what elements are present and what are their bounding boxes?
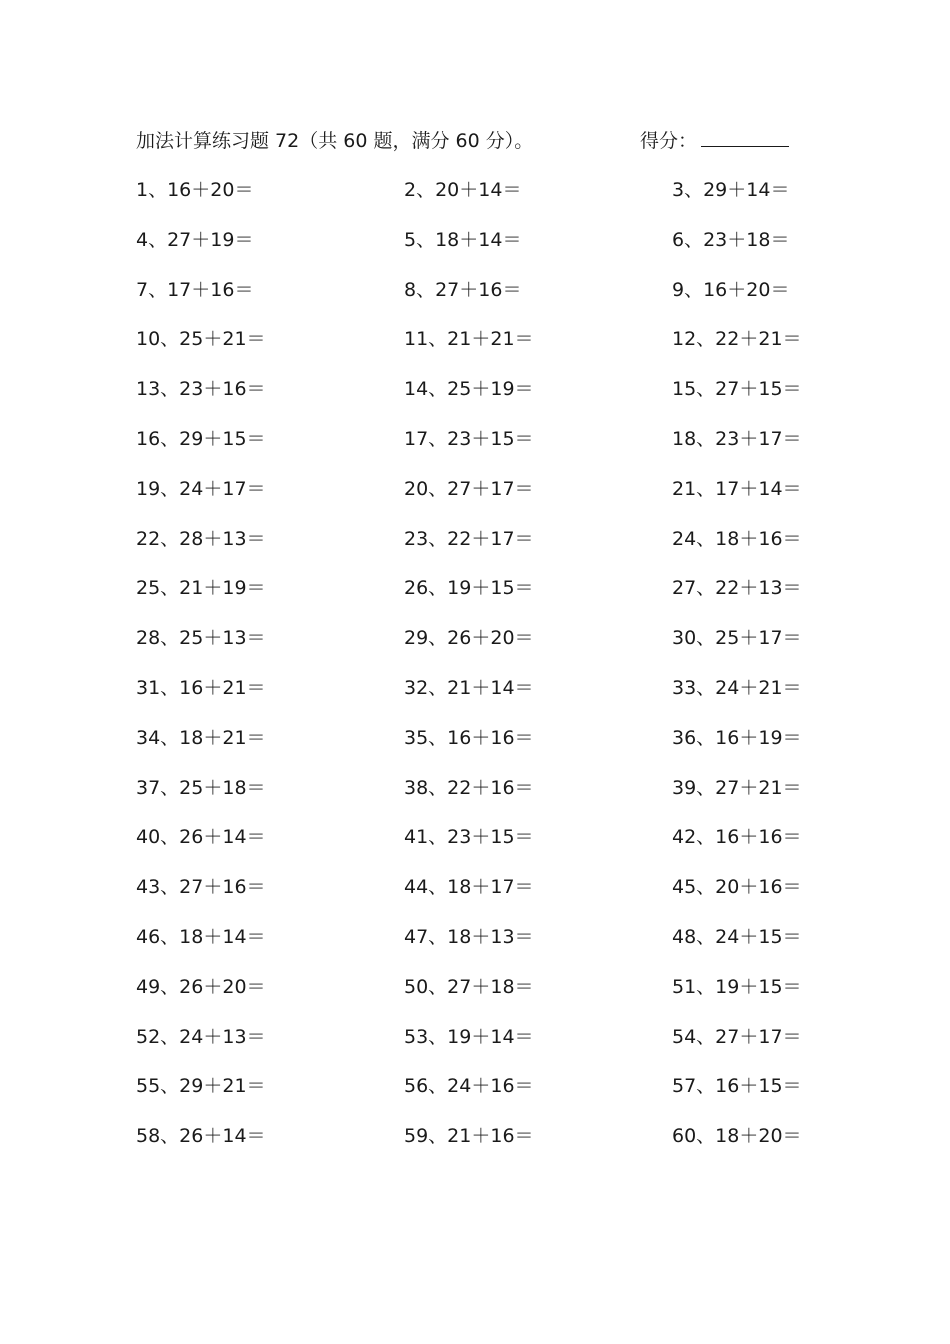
problem-item: 32、21＋14＝ (404, 676, 534, 699)
score-blank[interactable] (701, 124, 789, 147)
problem-item: 23、22＋17＝ (404, 527, 534, 550)
problem-item: 31、16＋21＝ (136, 676, 266, 699)
problem-item: 8、27＋16＝ (404, 278, 522, 301)
problem-item: 9、16＋20＝ (672, 278, 790, 301)
problem-grid (136, 173, 836, 1169)
problem-item: 57、16＋15＝ (672, 1075, 802, 1098)
problem-item: 53、19＋14＝ (404, 1025, 534, 1048)
score-label: 得分： (640, 130, 698, 152)
problem-item: 56、24＋16＝ (404, 1075, 534, 1098)
problem-item: 25、21＋19＝ (136, 577, 266, 600)
problem-item: 1、16＋20＝ (136, 179, 254, 201)
problem-item: 49、26＋20＝ (136, 975, 266, 998)
problem-item: 20、27＋17＝ (404, 477, 534, 500)
problem-item: 44、18＋17＝ (404, 876, 534, 899)
problem-item: 10、25＋21＝ (136, 328, 266, 351)
problem-item: 45、20＋16＝ (672, 876, 802, 899)
problem-item: 54、27＋17＝ (672, 1025, 802, 1048)
problem-item: 24、18＋16＝ (672, 527, 802, 550)
problem-item: 34、18＋21＝ (136, 726, 266, 749)
problem-item: 21、17＋14＝ (672, 477, 802, 500)
problem-item: 43、27＋16＝ (136, 876, 266, 899)
problem-item: 48、24＋15＝ (672, 925, 802, 948)
problem-item: 3、29＋14＝ (672, 179, 790, 201)
worksheet-header (136, 124, 816, 158)
problem-item: 37、25＋18＝ (136, 776, 266, 799)
problem-item: 19、24＋17＝ (136, 477, 266, 500)
problem-item: 58、26＋14＝ (136, 1125, 266, 1148)
problem-item: 40、26＋14＝ (136, 826, 266, 849)
problem-item: 33、24＋21＝ (672, 676, 802, 699)
problem-item: 39、27＋21＝ (672, 776, 802, 799)
problem-item: 14、25＋19＝ (404, 378, 534, 401)
problem-item: 52、24＋13＝ (136, 1025, 266, 1048)
problem-item: 12、22＋21＝ (672, 328, 802, 351)
problem-item: 55、29＋21＝ (136, 1075, 266, 1098)
score-field (640, 124, 789, 158)
problem-item: 17、23＋15＝ (404, 427, 534, 450)
problem-item: 59、21＋16＝ (404, 1125, 534, 1148)
problem-item: 42、16＋16＝ (672, 826, 802, 849)
problem-item: 35、16＋16＝ (404, 726, 534, 749)
problem-item: 13、23＋16＝ (136, 378, 266, 401)
problem-item: 41、23＋15＝ (404, 826, 534, 849)
problem-item: 18、23＋17＝ (672, 427, 802, 450)
problem-item: 16、29＋15＝ (136, 427, 266, 450)
problem-item: 30、25＋17＝ (672, 627, 802, 650)
problem-item: 60、18＋20＝ (672, 1125, 802, 1148)
problem-item: 28、25＋13＝ (136, 627, 266, 650)
problem-item: 15、27＋15＝ (672, 378, 802, 401)
problem-item: 11、21＋21＝ (404, 328, 534, 351)
problem-item: 38、22＋16＝ (404, 776, 534, 799)
problem-item: 29、26＋20＝ (404, 627, 534, 650)
worksheet-title: 加法计算练习题 72（共 60 题，满分 60 分）。 (136, 130, 534, 152)
problem-item: 7、17＋16＝ (136, 278, 254, 301)
problem-item: 5、18＋14＝ (404, 228, 522, 251)
problem-item: 51、19＋15＝ (672, 975, 802, 998)
problem-item: 46、18＋14＝ (136, 925, 266, 948)
problem-item: 26、19＋15＝ (404, 577, 534, 600)
problem-item: 2、20＋14＝ (404, 179, 522, 201)
problem-item: 27、22＋13＝ (672, 577, 802, 600)
problem-item: 50、27＋18＝ (404, 975, 534, 998)
problem-item: 6、23＋18＝ (672, 228, 790, 251)
problem-item: 22、28＋13＝ (136, 527, 266, 550)
problem-item: 36、16＋19＝ (672, 726, 802, 749)
problem-item: 47、18＋13＝ (404, 925, 534, 948)
problem-item: 4、27＋19＝ (136, 228, 254, 251)
